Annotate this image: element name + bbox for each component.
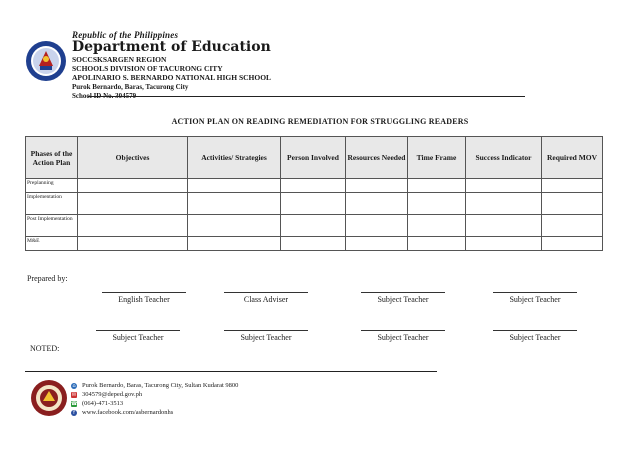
email-icon: ✉	[71, 391, 77, 398]
location-icon: ⌂	[72, 382, 76, 389]
department-label: Department of Education	[72, 39, 271, 55]
footer-email[interactable]: 304579@deped.gov.ph	[82, 391, 143, 398]
signature-line: Subject Teacher	[96, 330, 180, 343]
action-plan-table	[25, 136, 603, 251]
school-logo	[30, 379, 68, 417]
col-header-time: Time Frame	[408, 137, 466, 179]
footer-address: Purok Bernardo, Baras, Tacurong City, Sultan Kudarat 9800	[82, 382, 239, 389]
col-header-phases: Phases of the Action Plan	[26, 137, 78, 179]
signature-line: Subject Teacher	[361, 330, 445, 343]
school-id-label: School ID No. 304579	[72, 91, 137, 100]
phase-cell: Preplanning	[26, 179, 78, 193]
table-row	[26, 215, 603, 237]
col-header-person: Person Involved	[281, 137, 346, 179]
republic-label: Republic of the Philippines	[72, 30, 179, 40]
signature-line: Subject Teacher	[493, 330, 577, 343]
signature-line: Subject Teacher	[361, 292, 445, 305]
footer-phone: (064)-471-3513	[82, 400, 124, 407]
facebook-row	[71, 408, 238, 417]
letterhead-text	[72, 30, 271, 101]
table-row	[26, 193, 603, 215]
phase-cell: Post Implementation	[26, 215, 78, 237]
signature-line: Subject Teacher	[224, 330, 308, 343]
school-address-label: Purok Bernardo, Baras, Tacurong City	[72, 82, 189, 91]
letterhead	[25, 30, 530, 100]
deped-seal-logo	[25, 40, 67, 82]
address-row	[71, 381, 238, 390]
region-label: SOCCSKSARGEN REGION	[72, 55, 167, 64]
signature-line: Class Adviser	[224, 292, 308, 305]
school-name-label: APOLINARIO S. BERNARDO NATIONAL HIGH SCHOOL	[72, 73, 272, 83]
phase-cell: M&E	[26, 237, 78, 251]
col-header-resources: Resources Needed	[346, 137, 408, 179]
signature-line: Subject Teacher	[493, 292, 577, 305]
col-header-objectives: Objectives	[78, 137, 188, 179]
col-header-mov: Required MOV	[542, 137, 603, 179]
footer-divider	[25, 371, 437, 372]
header-divider	[88, 96, 525, 97]
noted-label: NOTED:	[30, 344, 60, 353]
facebook-icon: f	[71, 410, 77, 416]
footer-contacts	[71, 381, 238, 417]
col-header-success: Success Indicator	[466, 137, 542, 179]
table-row	[26, 237, 603, 251]
footer-facebook[interactable]: www.facebook.com/asbernardonhs	[82, 409, 174, 416]
table-header-row	[26, 137, 603, 179]
email-row	[71, 390, 238, 399]
phone-icon: ☎	[71, 400, 78, 407]
phase-cell: Implementation	[26, 193, 78, 215]
signature-line: English Teacher	[102, 292, 186, 305]
table-row	[26, 179, 603, 193]
prepared-by-label: Prepared by:	[27, 274, 68, 283]
phone-row	[71, 399, 238, 408]
document-title: ACTION PLAN ON READING REMEDIATION FOR STRUGGLING READERS	[171, 117, 469, 126]
division-label: SCHOOLS DIVISION OF TACURONG CITY	[72, 64, 223, 74]
col-header-activities: Activities/ Strategies	[188, 137, 281, 179]
